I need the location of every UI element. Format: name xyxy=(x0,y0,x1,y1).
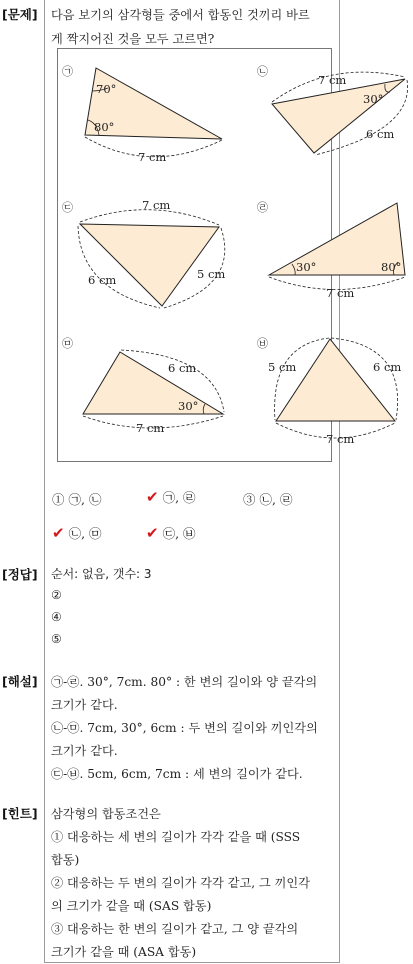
problem-text-line: 게 짝지어진 것을 모두 고르면? xyxy=(51,32,215,46)
angle-label: 80° xyxy=(94,120,115,134)
side-label: 7 cm xyxy=(138,150,167,164)
explanation-line: 크기가 같다. xyxy=(51,744,118,758)
choice-2[interactable] xyxy=(146,488,196,506)
figure-marker: ㉤ xyxy=(62,337,73,350)
triangle-e xyxy=(83,352,223,414)
choice-text: ㉢, ㉥ xyxy=(162,526,196,541)
hint-line: 크기가 같을 때 (ASA 합동) xyxy=(51,945,197,959)
hint-line: ② 대응하는 두 변의 길이가 각각 같고, 그 끼인각 xyxy=(51,876,310,890)
side-label: 7 cm xyxy=(326,286,355,300)
answer-item: ⑤ xyxy=(51,632,62,646)
triangle-c xyxy=(80,224,219,306)
side-label: 7 cm xyxy=(142,198,171,212)
figure-marker: ㉢ xyxy=(62,201,73,214)
figure-d xyxy=(257,201,405,300)
choice-3[interactable] xyxy=(243,490,292,508)
problem-label: [문제] xyxy=(2,7,38,22)
side-label: 7 cm xyxy=(326,432,355,446)
explanation-line: ㉡-㉤. 7cm, 30°, 6cm : 두 변의 길이와 끼인각의 xyxy=(51,721,318,735)
figure-marker: ㉠ xyxy=(62,65,73,78)
explanation-line: ㉢-㉥. 5cm, 6cm, 7cm : 세 변의 길이가 같다. xyxy=(51,767,303,781)
figure-a xyxy=(62,65,222,164)
angle-label: 30° xyxy=(296,260,317,274)
check-mark-icon: ✔ xyxy=(146,524,159,542)
figure-marker: ㉣ xyxy=(257,201,268,214)
check-mark-icon: ✔ xyxy=(52,524,65,542)
angle-label: 30° xyxy=(178,399,199,413)
angle-label: 30° xyxy=(363,92,384,106)
side-label: 6 cm xyxy=(168,361,197,375)
choice-4[interactable] xyxy=(52,524,102,542)
hint-label: [힌트] xyxy=(2,806,38,821)
explanation-line: 크기가 같다. xyxy=(51,698,118,712)
answer-item: ④ xyxy=(51,610,62,624)
figure-b xyxy=(257,65,408,155)
choice-number: ③ xyxy=(243,492,256,507)
side-label: 6 cm xyxy=(373,360,402,374)
choice-number: ① xyxy=(52,492,65,507)
figure-marker: ㉥ xyxy=(257,337,268,350)
side-label: 5 cm xyxy=(268,360,297,374)
side-label: 7 cm xyxy=(318,73,347,87)
choice-1[interactable] xyxy=(52,490,101,508)
figure-e xyxy=(62,337,224,435)
explanation-label: [해설] xyxy=(2,674,38,689)
check-mark-icon: ✔ xyxy=(146,488,159,506)
hint-line: 합동) xyxy=(51,853,80,867)
choice-text: ㉠, ㉡ xyxy=(68,492,102,507)
figure-marker: ㉡ xyxy=(257,65,268,78)
triangle-b xyxy=(272,79,405,153)
angle-label: 80° xyxy=(381,260,402,274)
choice-text: ㉡, ㉣ xyxy=(259,492,293,507)
hint-line: 삼각형의 합동조건은 xyxy=(51,807,161,821)
answer-meta: 순서: 없음, 갯수: 3 xyxy=(51,567,152,581)
hint-line: ③ 대응하는 한 변의 길이가 같고, 그 양 끝각의 xyxy=(51,922,299,936)
choice-5[interactable] xyxy=(146,524,196,542)
explanation-line: ㉠-㉣. 30°, 7cm. 80° : 한 변의 길이와 양 끝각의 xyxy=(51,675,318,689)
hint-line: ① 대응하는 세 변의 길이가 각각 같을 때 (SSS xyxy=(51,830,301,844)
side-label: 7 cm xyxy=(136,421,165,435)
triangle-f xyxy=(276,339,395,421)
choice-text: ㉠, ㉣ xyxy=(162,490,196,505)
figure-c xyxy=(62,198,225,308)
side-label: 6 cm xyxy=(366,127,395,141)
side-label: 5 cm xyxy=(197,267,226,281)
problem-text-line: 다음 보기의 삼각형들 중에서 합동인 것끼리 바르 xyxy=(51,8,310,22)
hint-line: 의 크기가 같을 때 (SAS 합동) xyxy=(51,899,212,913)
choice-text: ㉡, ㉤ xyxy=(68,526,102,541)
answer-item: ② xyxy=(51,588,62,602)
answer-label: [정답] xyxy=(2,567,38,582)
side-label: 6 cm xyxy=(88,273,117,287)
figure-f xyxy=(257,337,401,446)
angle-label: 70° xyxy=(96,82,117,96)
length-arc xyxy=(80,210,219,225)
